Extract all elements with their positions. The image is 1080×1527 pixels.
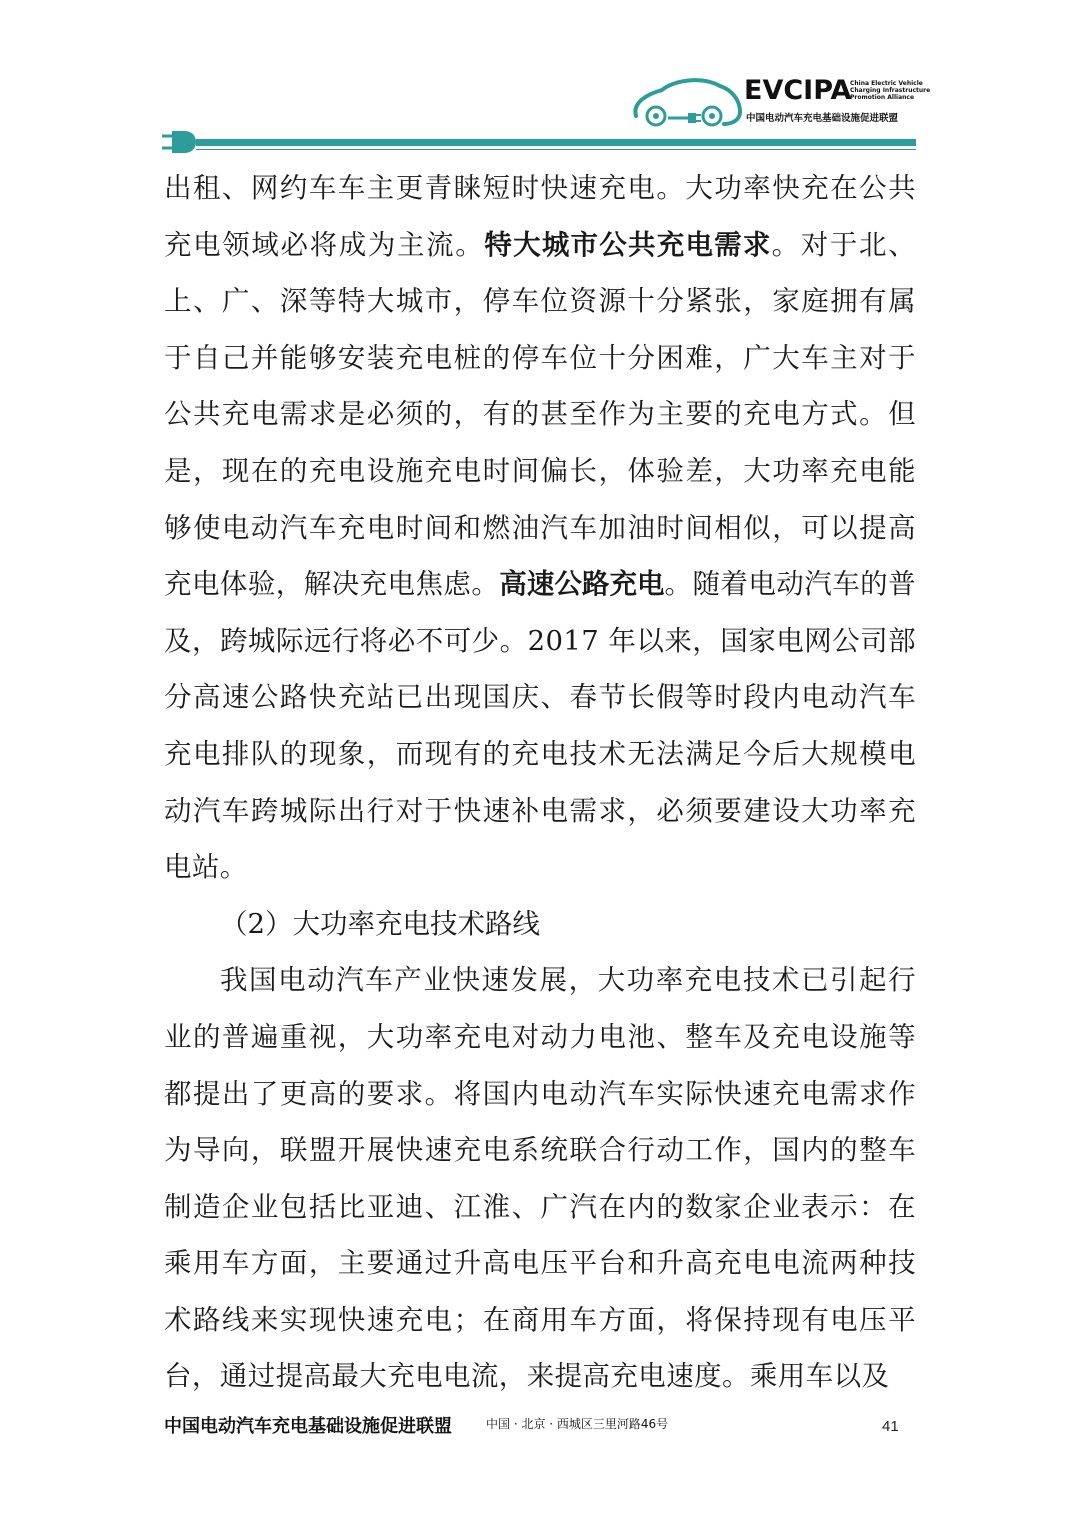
p1-text-3: 。随着电动汽车的普及，跨城际远行将必不可少。2017 年以来，国家电网公司部分高速公路快充站已出现国庆、春节长假等时段内电动汽车充电排队的现象，而现有的充电技术无法满足今后大规模电动汽车跨城际出行对于快速补电需求，必须要建设大功率充电站。 [164,568,916,884]
page-header [0,0,1080,170]
page-number: 41 [882,1418,899,1435]
logo-wordmark: EVCIPA [744,75,852,106]
paragraph-1 [164,160,916,896]
logo-chinese-name: 中国电动汽车充电基础设施促进联盟 [746,113,899,124]
p1-bold-highway-charging: 高速公路充电 [499,568,665,601]
logo-en-line-2: Charging Infrastructure [850,87,931,94]
p1-text-2: 。对于北、上、广、深等特大城市，停车位资源十分紧张，家庭拥有属于自己并能够安装充电桩的停车位十分困难，广大车主对于公共充电需求是必须的，有的甚至作为主要的充电方式。但是，现在的充电设施充电时间偏长，体验差，大功率充电能够使电动汽车充电时间和燃油汽车加油时间相似，可以提高充电体验，解决充电焦虑。 [164,228,917,601]
footer-address: 中国 · 北京 · 西城区三里河路46号 [486,1417,669,1431]
logo-english-name [850,80,930,101]
logo-en-line-1: China Electric Vehicle [850,80,923,87]
footer-organization: 中国电动汽车充电基础设施促进联盟 [164,1416,452,1437]
plug-icon [160,128,200,156]
header-divider-thin [196,149,916,150]
section-heading: （2）大功率充电技术路线 [220,907,540,940]
paragraph-2: 我国电动汽车产业快速发展，大功率充电技术已引起行业的普遍重视，大功率充电对动力电池、整车及充电设施等都提出了更高的要求。将国内电动汽车实际快速充电需求作为导向，联盟开展快速充电系统联合行动工作，国内的整车制造企业包括比亚迪、江淮、广汽在内的数家企业表示：在乘用车方面，主要通过升高电压平台和升高充电电流两种技术路线来实现快速充电；在商用车方面，将保持现有电压平台，通过提高最大充电电流，来提高充电速度。乘用车以及 [164,964,916,1393]
p1-bold-urban-demand: 特大城市公共充电需求 [484,228,772,261]
header-divider [196,139,916,146]
car-logo-icon [628,72,746,132]
logo-en-line-3: Promotion Alliance [850,94,915,101]
p1-text-1: 出租、网约车车主更青睐短时快速充电。大功率快充在公共充电领域必将成为主流。 [164,172,916,261]
document-body [164,160,916,1405]
